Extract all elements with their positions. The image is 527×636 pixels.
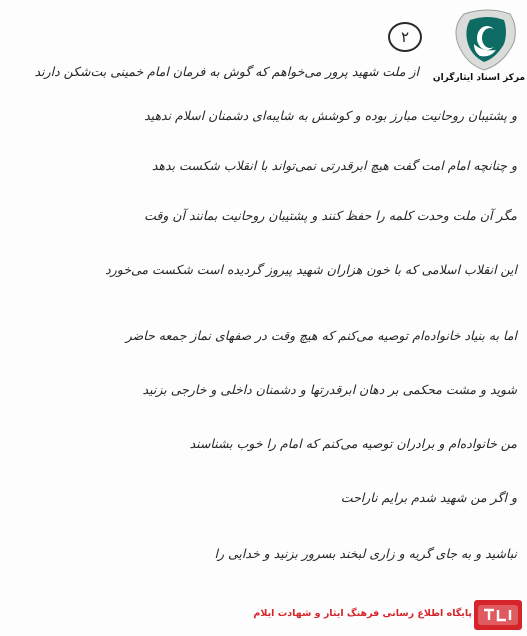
text-line-4: مگر آن ملت وحدت کلمه را حفظ کنند و پشتیبان روحانیت بمانند آن وقت [144, 208, 517, 223]
text-line-3: و چنانچه امام امت گفت هیچ ابرقدرتی نمی‌تواند با انقلاب شکست بدهد [151, 158, 517, 173]
text-line-9: و اگر من شهید شدم برایم ناراحت [340, 490, 517, 505]
logo-caption: مرکز اسناد ایثارگران [432, 73, 526, 83]
text-line-1: از ملت شهید پرور می‌خواهم که گوش به فرمان امام خمینی بت‌شکن دارند [34, 64, 419, 79]
page-number [388, 22, 422, 52]
text-line-10: نباشید و به جای گریه و زاری لبخند بسرور بزنید و خدایی را [214, 546, 517, 561]
text-line-2: و پشتیبان روحانیت مبارز بوده و کوشش به شایبه‌ای دشمنان اسلام ندهید [144, 108, 517, 123]
text-line-8: من خانواده‌ام و برادران توصیه می‌کنم که امام را خوب بشناسند [189, 436, 517, 451]
footer-badge [474, 600, 522, 630]
page-number-text: ۲ [400, 28, 410, 46]
tube-logo-icon [474, 600, 522, 630]
text-line-7: شوید و مشت محکمی بر دهان ابرقدرتها و دشمنان داخلی و خارجی بزنید [142, 382, 517, 397]
text-line-5: این انقلاب اسلامی که با خون هزاران شهید پیروز گردیده است شکست می‌خورد [105, 262, 517, 277]
footer-caption: پایگاه اطلاع رسانی فرهنگ ایثار و شهادت ایلام [253, 608, 472, 619]
text-line-6: اما به بنیاد خانواده‌ام توصیه می‌کنم که هیچ وقت در صفهای نماز جمعه حاضر [125, 328, 517, 343]
hand-emblem-icon [444, 8, 524, 74]
logo [444, 8, 524, 100]
